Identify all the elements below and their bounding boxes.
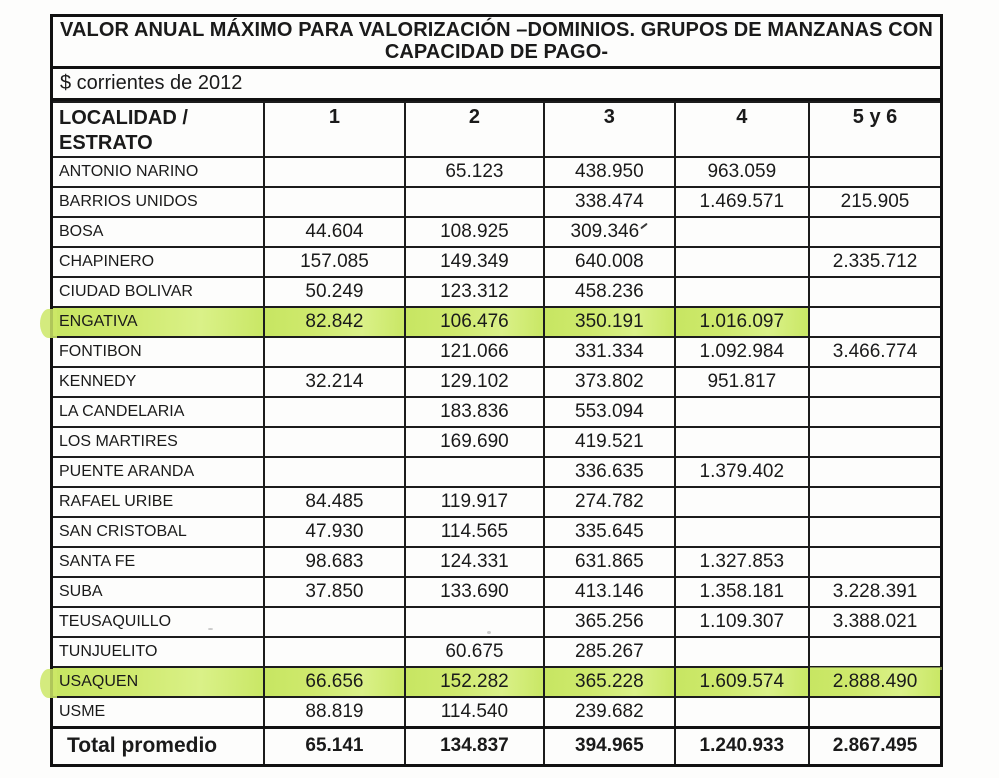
header-row bbox=[52, 102, 942, 157]
value-cell-estrato-1 bbox=[264, 397, 404, 427]
locality-cell: KENNEDY bbox=[52, 367, 265, 397]
value-cell-estrato-5y6 bbox=[809, 637, 941, 667]
value-cell-estrato-2: 106.476 bbox=[405, 307, 544, 337]
value-cell-estrato-2: 108.925 bbox=[405, 217, 544, 247]
value-cell-estrato-5y6 bbox=[809, 487, 941, 517]
value-cell-estrato-3: 365.256 bbox=[544, 607, 674, 637]
table-row bbox=[52, 397, 942, 427]
value-cell-estrato-5y6: 3.388.021 bbox=[809, 607, 941, 637]
value-cell-estrato-4: 1.358.181 bbox=[675, 577, 809, 607]
table-row bbox=[52, 157, 942, 187]
value-cell-estrato-1: 157.085 bbox=[264, 247, 404, 277]
value-cell-estrato-4 bbox=[675, 397, 809, 427]
value-cell-estrato-3: 338.474 bbox=[544, 187, 674, 217]
table-row bbox=[52, 517, 942, 547]
value-cell-estrato-4: 963.059 bbox=[675, 157, 809, 187]
table-row bbox=[52, 337, 942, 367]
value-cell-estrato-4 bbox=[675, 427, 809, 457]
locality-cell: CIUDAD BOLIVAR bbox=[52, 277, 265, 307]
value-cell-estrato-2: 152.282 bbox=[405, 667, 544, 697]
column-header-estrato-3: 3 bbox=[544, 102, 674, 157]
locality-cell: SANTA FE bbox=[52, 547, 265, 577]
locality-cell: ANTONIO NARINO bbox=[52, 157, 265, 187]
column-header-estrato-1: 1 bbox=[264, 102, 404, 157]
table-row bbox=[52, 607, 942, 637]
value-cell-estrato-4 bbox=[675, 637, 809, 667]
value-cell-estrato-1: 98.683 bbox=[264, 547, 404, 577]
table-row bbox=[52, 367, 942, 397]
value-cell-estrato-2: 65.123 bbox=[405, 157, 544, 187]
value-cell-estrato-3: 239.682 bbox=[544, 697, 674, 727]
value-cell-estrato-4: 1.327.853 bbox=[675, 547, 809, 577]
table-row bbox=[52, 577, 942, 607]
value-cell-estrato-5y6 bbox=[809, 397, 941, 427]
value-cell-estrato-5y6 bbox=[809, 367, 941, 397]
value-cell-estrato-2 bbox=[405, 457, 544, 487]
value-cell-estrato-1: 88.819 bbox=[264, 697, 404, 727]
value-cell-estrato-2: 129.102 bbox=[405, 367, 544, 397]
value-cell-estrato-1: 44.604 bbox=[264, 217, 404, 247]
table-row bbox=[52, 547, 942, 577]
page-title-line1: VALOR ANUAL MÁXIMO PARA VALORIZACIÓN –DOMINIOS. GRUPOS DE MANZANAS CON bbox=[60, 19, 933, 41]
value-cell-estrato-3: 335.645 bbox=[544, 517, 674, 547]
table-row bbox=[52, 307, 942, 337]
value-cell-estrato-1 bbox=[264, 427, 404, 457]
value-cell-estrato-2: 123.312 bbox=[405, 277, 544, 307]
value-cell-estrato-1: 82.842 bbox=[264, 307, 404, 337]
column-header-estrato-5y6: 5 y 6 bbox=[809, 102, 941, 157]
total-value-estrato-5y6: 2.867.495 bbox=[809, 727, 941, 765]
value-cell-estrato-3: 438.950 bbox=[544, 157, 674, 187]
total-value-estrato-1: 65.141 bbox=[264, 727, 404, 765]
value-cell-estrato-1 bbox=[264, 637, 404, 667]
value-cell-estrato-1: 32.214 bbox=[264, 367, 404, 397]
locality-cell: SAN CRISTOBAL bbox=[52, 517, 265, 547]
table-row bbox=[52, 637, 942, 667]
value-cell-estrato-5y6 bbox=[809, 697, 941, 727]
value-cell-estrato-4 bbox=[675, 487, 809, 517]
value-cell-estrato-5y6 bbox=[809, 457, 941, 487]
page-title bbox=[50, 14, 943, 69]
value-cell-estrato-1 bbox=[264, 457, 404, 487]
value-cell-estrato-4: 1.016.097 bbox=[675, 307, 809, 337]
value-cell-estrato-4 bbox=[675, 247, 809, 277]
locality-cell: TUNJUELITO bbox=[52, 637, 265, 667]
locality-cell: BARRIOS UNIDOS bbox=[52, 187, 265, 217]
value-cell-estrato-2: 169.690 bbox=[405, 427, 544, 457]
value-cell-estrato-1 bbox=[264, 337, 404, 367]
value-cell-estrato-3: 336.635 bbox=[544, 457, 674, 487]
locality-cell: SUBA bbox=[52, 577, 265, 607]
table-row bbox=[52, 247, 942, 277]
value-cell-estrato-3: 419.521 bbox=[544, 427, 674, 457]
table-row bbox=[52, 427, 942, 457]
total-value-estrato-3: 394.965 bbox=[544, 727, 674, 765]
locality-cell: CHAPINERO bbox=[52, 247, 265, 277]
total-value-estrato-4: 1.240.933 bbox=[675, 727, 809, 765]
value-cell-estrato-3: 331.334 bbox=[544, 337, 674, 367]
value-cell-estrato-3: 413.146 bbox=[544, 577, 674, 607]
value-cell-estrato-1: 37.850 bbox=[264, 577, 404, 607]
table-row bbox=[52, 277, 942, 307]
value-cell-estrato-4: 1.609.574 bbox=[675, 667, 809, 697]
value-cell-estrato-5y6 bbox=[809, 217, 941, 247]
value-cell-estrato-2: 60.675 bbox=[405, 637, 544, 667]
value-cell-estrato-3: 285.267 bbox=[544, 637, 674, 667]
table-row bbox=[52, 667, 942, 697]
locality-cell: USME bbox=[52, 697, 265, 727]
scanned-table-sheet bbox=[50, 14, 943, 767]
value-cell-estrato-5y6: 2.335.712 bbox=[809, 247, 941, 277]
value-cell-estrato-1: 84.485 bbox=[264, 487, 404, 517]
value-cell-estrato-5y6: 3.228.391 bbox=[809, 577, 941, 607]
column-header-estrato-2: 2 bbox=[405, 102, 544, 157]
table-row bbox=[52, 487, 942, 517]
value-cell-estrato-5y6: 3.466.774 bbox=[809, 337, 941, 367]
column-header-localidad-estrato: LOCALIDAD / ESTRATO bbox=[52, 102, 265, 157]
locality-cell: FONTIBON bbox=[52, 337, 265, 367]
value-cell-estrato-2 bbox=[405, 187, 544, 217]
value-cell-estrato-3: 350.191 bbox=[544, 307, 674, 337]
value-cell-estrato-5y6 bbox=[809, 157, 941, 187]
value-cell-estrato-5y6 bbox=[809, 427, 941, 457]
scan-speck bbox=[487, 631, 491, 634]
valorization-table bbox=[50, 101, 943, 767]
value-cell-estrato-4 bbox=[675, 697, 809, 727]
value-cell-estrato-3: 309.346 bbox=[544, 217, 674, 247]
value-cell-estrato-3: 274.782 bbox=[544, 487, 674, 517]
value-cell-estrato-3: 373.802 bbox=[544, 367, 674, 397]
locality-cell: LOS MARTIRES bbox=[52, 427, 265, 457]
value-cell-estrato-3: 458.236 bbox=[544, 277, 674, 307]
value-cell-estrato-1 bbox=[264, 187, 404, 217]
value-cell-estrato-3: 553.094 bbox=[544, 397, 674, 427]
value-cell-estrato-3: 631.865 bbox=[544, 547, 674, 577]
table-row bbox=[52, 187, 942, 217]
table-row bbox=[52, 217, 942, 247]
table-row bbox=[52, 697, 942, 727]
value-cell-estrato-1 bbox=[264, 157, 404, 187]
total-value-estrato-2: 134.837 bbox=[405, 727, 544, 765]
value-cell-estrato-1 bbox=[264, 607, 404, 637]
locality-cell: USAQUEN bbox=[52, 667, 265, 697]
value-cell-estrato-2: 133.690 bbox=[405, 577, 544, 607]
locality-cell: BOSA bbox=[52, 217, 265, 247]
locality-cell: LA CANDELARIA bbox=[52, 397, 265, 427]
total-row bbox=[52, 727, 942, 765]
value-cell-estrato-4 bbox=[675, 277, 809, 307]
value-cell-estrato-5y6 bbox=[809, 517, 941, 547]
value-cell-estrato-2: 149.349 bbox=[405, 247, 544, 277]
value-cell-estrato-2: 114.540 bbox=[405, 697, 544, 727]
value-cell-estrato-2 bbox=[405, 607, 544, 637]
value-cell-estrato-4 bbox=[675, 517, 809, 547]
value-cell-estrato-4: 1.379.402 bbox=[675, 457, 809, 487]
page-title-line2: CAPACIDAD DE PAGO- bbox=[384, 41, 609, 63]
value-cell-estrato-5y6: 2.888.490 bbox=[809, 667, 941, 697]
value-cell-estrato-1: 47.930 bbox=[264, 517, 404, 547]
value-cell-estrato-4: 1.469.571 bbox=[675, 187, 809, 217]
value-cell-estrato-3: 640.008 bbox=[544, 247, 674, 277]
value-cell-estrato-2: 119.917 bbox=[405, 487, 544, 517]
value-cell-estrato-4: 1.109.307 bbox=[675, 607, 809, 637]
value-cell-estrato-4: 951.817 bbox=[675, 367, 809, 397]
value-cell-estrato-4 bbox=[675, 217, 809, 247]
value-cell-estrato-5y6 bbox=[809, 547, 941, 577]
value-cell-estrato-5y6 bbox=[809, 307, 941, 337]
value-cell-estrato-2: 114.565 bbox=[405, 517, 544, 547]
locality-cell: PUENTE ARANDA bbox=[52, 457, 265, 487]
value-cell-estrato-4: 1.092.984 bbox=[675, 337, 809, 367]
value-cell-estrato-1: 66.656 bbox=[264, 667, 404, 697]
scan-speck bbox=[208, 628, 213, 630]
value-cell-estrato-5y6: 215.905 bbox=[809, 187, 941, 217]
value-cell-estrato-2: 121.066 bbox=[405, 337, 544, 367]
locality-cell: RAFAEL URIBE bbox=[52, 487, 265, 517]
value-cell-estrato-2: 183.836 bbox=[405, 397, 544, 427]
value-cell-estrato-2: 124.331 bbox=[405, 547, 544, 577]
locality-cell: TEUSAQUILLO bbox=[52, 607, 265, 637]
value-cell-estrato-5y6 bbox=[809, 277, 941, 307]
column-header-estrato-4: 4 bbox=[675, 102, 809, 157]
table-row bbox=[52, 457, 942, 487]
currency-note: $ corrientes de 2012 bbox=[50, 69, 943, 101]
total-label: Total promedio bbox=[52, 727, 265, 765]
value-cell-estrato-1: 50.249 bbox=[264, 277, 404, 307]
pen-tick-mark bbox=[640, 223, 648, 230]
value-cell-estrato-3: 365.228 bbox=[544, 667, 674, 697]
locality-cell: ENGATIVA bbox=[52, 307, 265, 337]
